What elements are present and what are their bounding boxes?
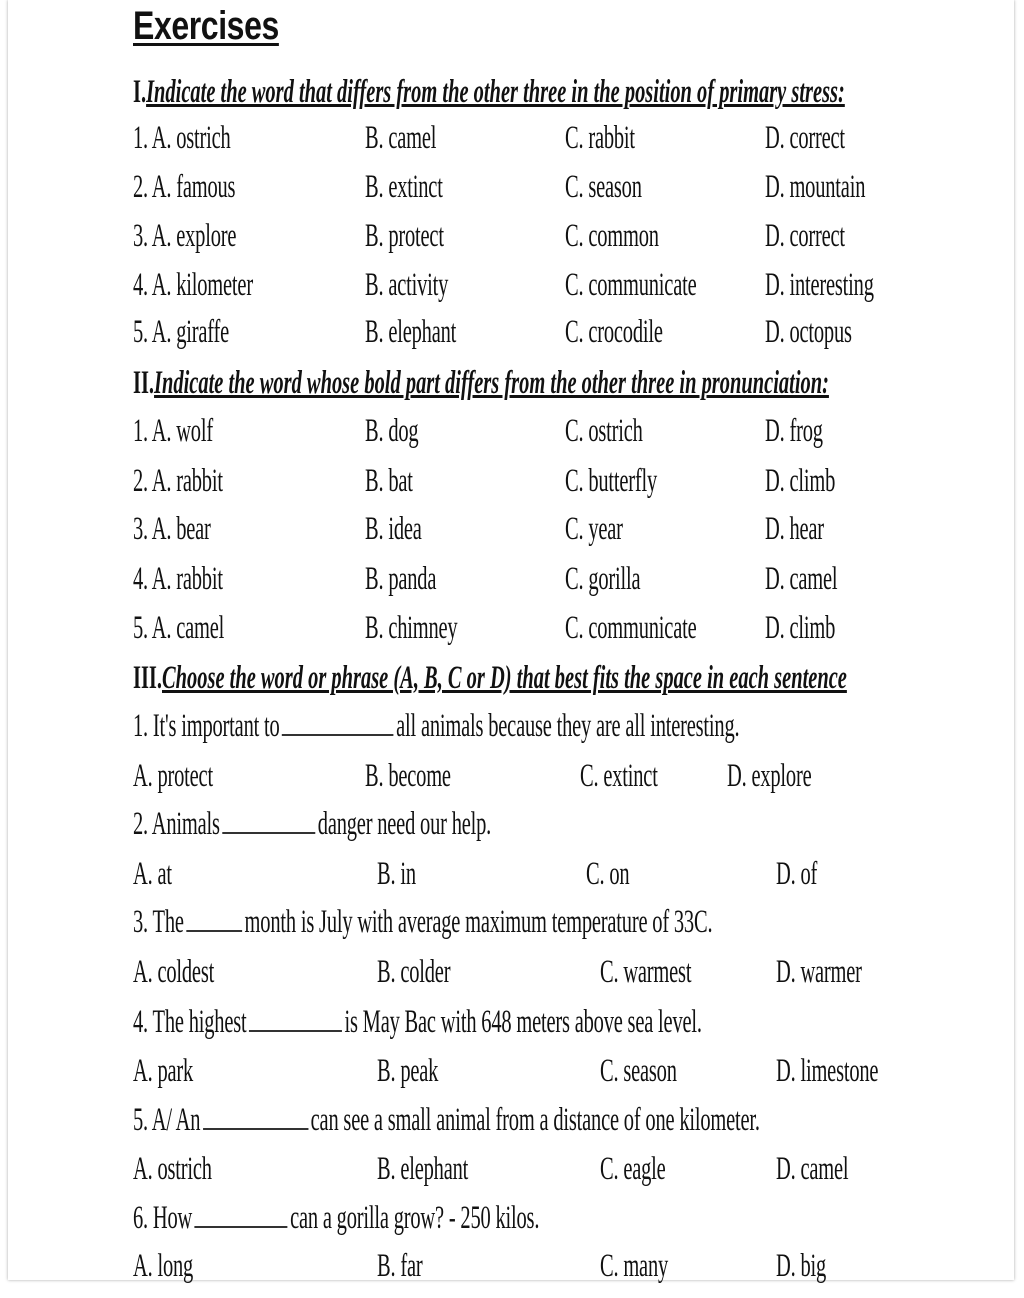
section-3-question-2-options — [8, 856, 1014, 906]
option-a: A. coldest — [133, 954, 215, 990]
option-d: D. climb — [765, 610, 836, 646]
question-text-before: 4. The highest — [133, 1004, 247, 1040]
option-a: A. long — [133, 1248, 194, 1284]
option-c: C. crocodile — [565, 314, 663, 350]
page-title: Exercises — [133, 4, 279, 48]
section-3-question-4-stem — [133, 1004, 702, 1041]
option-b: B. activity — [365, 267, 449, 303]
section-1-question-3 — [8, 218, 1014, 268]
question-text-before: 2. Animals — [133, 806, 220, 842]
option-a: 3. A. bear — [133, 511, 211, 547]
section-1-title — [133, 74, 845, 111]
option-a: 1. A. wolf — [133, 413, 213, 449]
option-b: B. in — [377, 856, 416, 892]
section-3-question-1-options — [8, 758, 1014, 808]
option-a: 4. A. rabbit — [133, 561, 223, 597]
section-2-question-1 — [8, 413, 1014, 463]
option-c: C. gorilla — [565, 561, 641, 597]
option-a: 3. A. explore — [133, 218, 237, 254]
option-d: D. camel — [776, 1151, 849, 1187]
option-a: 5. A. camel — [133, 610, 225, 646]
option-b: B. protect — [365, 218, 444, 254]
answer-blank[interactable] — [186, 904, 242, 932]
option-b: B. camel — [365, 120, 437, 156]
option-b: B. colder — [377, 954, 451, 990]
option-d: D. big — [776, 1248, 827, 1284]
section-3-question-3-options — [8, 954, 1014, 1004]
section-1-question-4 — [8, 267, 1014, 317]
question-text-after: month is July with average maximum temperature of 33C. — [244, 904, 713, 940]
question-text-before: 6. How — [133, 1200, 193, 1236]
answer-blank[interactable] — [203, 1102, 308, 1130]
question-text-after: can a gorilla grow? - 250 kilos. — [290, 1200, 540, 1236]
option-c: C. communicate — [565, 610, 697, 646]
option-b: B. become — [365, 758, 451, 794]
option-c: C. common — [565, 218, 659, 254]
option-d: D. camel — [765, 561, 838, 597]
option-d: D. limestone — [776, 1053, 879, 1089]
option-a: 1. A. ostrich — [133, 120, 231, 156]
section-2-question-4 — [8, 561, 1014, 611]
section-1-question-2 — [8, 169, 1014, 219]
option-c: C. rabbit — [565, 120, 635, 156]
section-1-question-5 — [8, 314, 1014, 364]
option-d: D. warmer — [776, 954, 862, 990]
option-b: B. far — [377, 1248, 423, 1284]
section-3-question-4-options — [8, 1053, 1014, 1103]
option-c: C. season — [600, 1053, 677, 1089]
question-text-after: all animals because they are all interesting. — [396, 708, 740, 744]
option-a: 4. A. kilometer — [133, 267, 253, 303]
question-text-before: 1. It's important to — [133, 708, 280, 744]
option-d: D. octopus — [765, 314, 852, 350]
option-d: D. hear — [765, 511, 824, 547]
worksheet-page — [8, 0, 1014, 1284]
option-d: D. interesting — [765, 267, 874, 303]
section-1-instruction: Indicate the word that differs from the other three in the position of primary stress: — [146, 74, 845, 110]
option-d: D. mountain — [765, 169, 866, 205]
option-a: A. park — [133, 1053, 194, 1089]
option-a: 2. A. famous — [133, 169, 236, 205]
option-a: 5. A. giraffe — [133, 314, 230, 350]
section-3-question-1-stem — [133, 708, 739, 745]
option-b: B. dog — [365, 413, 419, 449]
section-3-question-3-stem — [133, 904, 712, 941]
answer-blank[interactable] — [222, 806, 315, 834]
section-3-question-6-stem — [133, 1200, 539, 1237]
option-c: C. warmest — [600, 954, 692, 990]
option-c: C. many — [600, 1248, 669, 1284]
option-d: D. of — [776, 856, 818, 892]
section-2-number: II. — [133, 365, 155, 401]
option-a: 2. A. rabbit — [133, 463, 223, 499]
section-1-question-1 — [8, 120, 1014, 170]
answer-blank[interactable] — [249, 1004, 342, 1032]
option-d: D. frog — [765, 413, 823, 449]
option-d: D. explore — [727, 758, 812, 794]
option-c: C. extinct — [580, 758, 658, 794]
option-d: D. climb — [765, 463, 836, 499]
option-d: D. correct — [765, 218, 845, 254]
section-3-question-5-options — [8, 1151, 1014, 1201]
option-b: B. elephant — [377, 1151, 469, 1187]
option-a: A. protect — [133, 758, 213, 794]
option-b: B. idea — [365, 511, 422, 547]
option-b: B. bat — [365, 463, 413, 499]
option-c: C. on — [586, 856, 630, 892]
section-2-question-5 — [8, 610, 1014, 660]
option-b: B. panda — [365, 561, 437, 597]
option-d: D. correct — [765, 120, 845, 156]
section-3-number: III. — [133, 660, 163, 696]
section-2-question-3 — [8, 511, 1014, 561]
option-c: C. season — [565, 169, 642, 205]
question-text-before: 3. The — [133, 904, 184, 940]
section-3-title — [133, 660, 847, 697]
option-b: B. extinct — [365, 169, 443, 205]
option-b: B. elephant — [365, 314, 457, 350]
section-3-question-5-stem — [133, 1102, 760, 1139]
answer-blank[interactable] — [282, 708, 394, 736]
question-text-after: can see a small animal from a distance of one kilometer. — [310, 1102, 760, 1138]
option-a: A. at — [133, 856, 172, 892]
answer-blank[interactable] — [195, 1200, 288, 1228]
option-b: B. chimney — [365, 610, 458, 646]
option-c: C. butterfly — [565, 463, 658, 499]
section-2-title — [133, 365, 829, 402]
section-1-number: I. — [133, 74, 147, 110]
option-c: C. year — [565, 511, 623, 547]
section-2-instruction: Indicate the word whose bold part differs from the other three in pronunciation: — [154, 365, 829, 401]
question-text-after: danger need our help. — [317, 806, 492, 842]
question-text-before: 5. A/ An — [133, 1102, 201, 1138]
section-2-question-2 — [8, 463, 1014, 513]
option-c: C. communicate — [565, 267, 697, 303]
section-3-instruction: Choose the word or phrase (A, B, C or D) that best fits the space in each sentence — [162, 660, 847, 696]
question-text-after: is May Bac with 648 meters above sea level. — [344, 1004, 702, 1040]
option-c: C. eagle — [600, 1151, 666, 1187]
section-3-question-6-options — [8, 1248, 1014, 1298]
section-3-question-2-stem — [133, 806, 491, 843]
option-c: C. ostrich — [565, 413, 643, 449]
option-a: A. ostrich — [133, 1151, 212, 1187]
option-b: B. peak — [377, 1053, 439, 1089]
